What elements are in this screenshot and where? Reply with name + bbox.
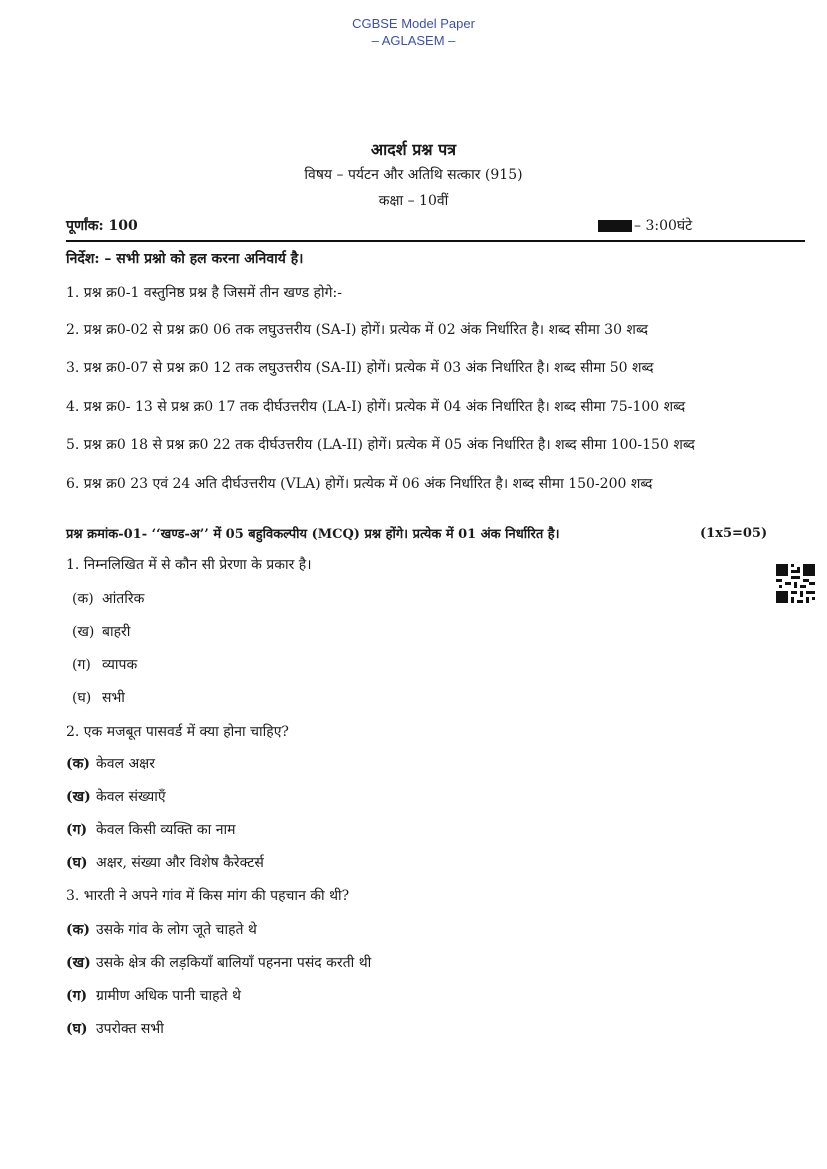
- option-text: केवल किसी व्यक्ति का नाम: [96, 822, 236, 838]
- option: [66, 986, 241, 1005]
- option: [72, 688, 125, 707]
- watermark-line-2: – AGLASEM –: [371, 33, 456, 48]
- option-tag: (घ): [66, 1021, 88, 1037]
- question-1: 1. निम्नलिखित में से कौन सी प्रेरणा के प्रकार है।: [66, 557, 312, 573]
- header-divider: [66, 240, 805, 242]
- option: [66, 953, 371, 972]
- option-tag: (ग): [66, 988, 88, 1004]
- option-text: केवल अक्षर: [96, 756, 155, 772]
- option-tag: (ख): [72, 624, 95, 640]
- total-marks: पूर्णांक: 100: [66, 218, 138, 234]
- option-tag: (क): [66, 922, 90, 938]
- option-text: आंतरिक: [102, 591, 145, 607]
- option: [66, 853, 264, 872]
- option: [72, 622, 130, 641]
- option-text: बाहरी: [102, 624, 131, 640]
- struck-out-word: [598, 220, 632, 232]
- option-text: सभी: [102, 690, 125, 706]
- option: [66, 820, 235, 839]
- instruction-item: 1. प्रश्न क्र0-1 वस्तुनिष्ठ प्रश्न है जिसमें तीन खण्ड होगे:-: [66, 285, 342, 301]
- option-tag: (ख): [66, 955, 91, 971]
- option: [66, 1019, 164, 1038]
- option-tag: (घ): [66, 855, 88, 871]
- paper-title: आदर्श प्रश्न पत्र: [370, 140, 457, 159]
- paper-subject: विषय – पर्यटन और अतिथि सत्कार (915): [304, 167, 523, 183]
- option: [66, 920, 257, 939]
- option: [72, 655, 137, 674]
- question-2: 2. एक मजबूत पासवर्ड में क्या होना चाहिए?: [66, 724, 289, 740]
- instruction-item: 6. प्रश्न क्र0 23 एवं 24 अति दीर्घउत्तरीय (VLA) होगें। प्रत्येक में 06 अंक निर्धारित है। शब्द सीमा 150-200 शब्द: [66, 476, 653, 492]
- option: [66, 754, 155, 773]
- option-tag: (क): [72, 591, 94, 607]
- option: [66, 787, 166, 806]
- section-marks: (1x5=05): [700, 526, 768, 541]
- time-value: – 3:00घंटे: [634, 218, 693, 234]
- option-text: उसके गांव के लोग जूते चाहते थे: [96, 922, 257, 938]
- option-text: व्यापक: [102, 657, 138, 673]
- instructions-heading: निर्देश: – सभी प्रश्नो को हल करना अनिवार्य है।: [66, 251, 304, 267]
- instruction-item: 5. प्रश्न क्र0 18 से प्रश्न क्र0 22 तक दीर्घउत्तरीय (LA-II) होगें। प्रत्येक में 05 अंक निर्धारित है। शब्द सीमा 100-150 शब्द: [66, 437, 695, 453]
- watermark-line-1: CGBSE Model Paper: [352, 16, 475, 31]
- option-text: केवल संख्याएँ: [96, 789, 166, 805]
- option-tag: (घ): [72, 690, 92, 706]
- instruction-item: 2. प्रश्न क्र0-02 से प्रश्न क्र0 06 तक लघुउत्तरीय (SA-I) होगें। प्रत्येक में 02 अंक निर्धारित है। शब्द सीमा 30 शब्द: [66, 322, 649, 338]
- option-tag: (ख): [66, 789, 91, 805]
- instruction-item: 4. प्रश्न क्र0- 13 से प्रश्न क्र0 17 तक दीर्घउत्तरीय (LA-I) होगें। प्रत्येक में 04 अंक निर्धारित है। शब्द सीमा 75-100 शब्द: [66, 399, 686, 415]
- option-tag: (क): [66, 756, 90, 772]
- paper-class: कक्षा – 10वीं: [378, 193, 449, 209]
- option-text: अक्षर, संख्या और विशेष कैरेक्टर्स: [96, 855, 264, 871]
- option-text: ग्रामीण अधिक पानी चाहते थे: [96, 988, 241, 1004]
- option-tag: (ग): [72, 657, 91, 673]
- time-duration: [598, 216, 692, 235]
- option-text: उपरोक्त सभी: [96, 1021, 164, 1037]
- option-tag: (ग): [66, 822, 88, 838]
- option-text: उसके क्षेत्र की लड़कियाँ बालियाँ पहनना पसंद करती थी: [96, 955, 372, 971]
- qr-code-icon: [776, 564, 815, 603]
- section-heading: प्रश्न क्रमांक-01- ‘‘खण्ड-अ’’ में 05 बहुविकल्पीय (MCQ) प्रश्न होंगे। प्रत्येक में 01 अंक निर्धारित है।: [66, 527, 560, 542]
- instruction-item: 3. प्रश्न क्र0-07 से प्रश्न क्र0 12 तक लघुउत्तरीय (SA-II) होगें। प्रत्येक में 03 अंक निर्धारित है। शब्द सीमा 50 शब्द: [66, 360, 654, 376]
- option: [72, 589, 144, 608]
- question-3: 3. भारती ने अपने गांव में किस मांग की पहचान की थी?: [66, 888, 350, 904]
